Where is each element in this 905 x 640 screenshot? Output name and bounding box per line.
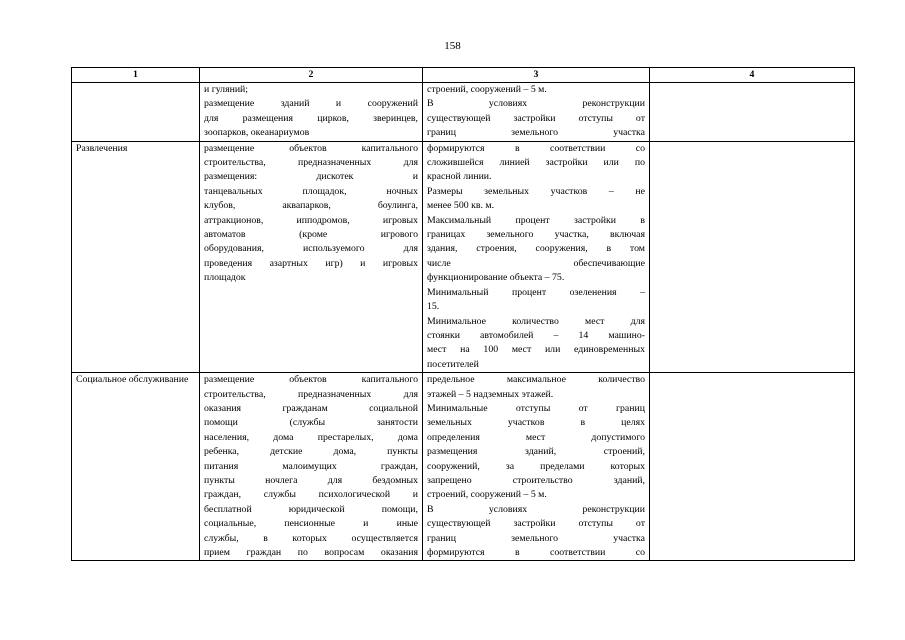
parameter-line: В условиях реконструкции bbox=[427, 503, 645, 515]
description-line: размещения: дискотек и bbox=[204, 171, 418, 183]
description-line: размещение объектов капитального bbox=[204, 142, 418, 154]
use-type-name: Развлечения bbox=[72, 141, 200, 373]
page-number: 158 bbox=[444, 40, 461, 52]
regulations-table bbox=[71, 67, 855, 561]
description-line: зоопарков, океанариумов bbox=[204, 127, 310, 139]
parameter-line: существующей застройки отступы от bbox=[427, 112, 645, 124]
parameter-line: В условиях реконструкции bbox=[427, 98, 645, 110]
parameter-line: формируются в соответствии со bbox=[427, 547, 645, 558]
parameter-line: Минимальное количество мест для bbox=[427, 315, 645, 327]
parameter-line: существующей застройки отступы от bbox=[427, 518, 645, 530]
column-header-3: 3 bbox=[423, 68, 650, 83]
table-row bbox=[72, 141, 855, 373]
table-row bbox=[72, 373, 855, 561]
parameter-line: запрещено строительство зданий, bbox=[427, 474, 645, 486]
description-line: оборудования, используемого для bbox=[204, 243, 418, 255]
description-line: пункты ночлега для бездомных bbox=[204, 474, 418, 486]
description-line: питания малоимущих граждан, bbox=[204, 460, 418, 472]
description-line: проведения азартных игр) и игровых bbox=[204, 257, 418, 269]
use-description bbox=[200, 141, 423, 373]
description-line: автоматов (кроме игрового bbox=[204, 229, 418, 241]
description-line: прием граждан по вопросам оказания bbox=[204, 547, 418, 558]
description-line: бесплатной юридической помощи, bbox=[204, 503, 418, 515]
notes-cell bbox=[650, 373, 855, 561]
parameter-line: определения мест допустимого bbox=[427, 431, 645, 443]
parameter-line: границ земельного участка bbox=[427, 127, 645, 139]
parameter-line: Минимальный процент озеленения – bbox=[427, 286, 645, 298]
description-line: граждан, службы психологической и bbox=[204, 489, 418, 501]
parameter-line: менее 500 кв. м. bbox=[427, 200, 495, 212]
parameter-line: сооружений, за пределами которых bbox=[427, 460, 645, 472]
parameter-line: функционирование объекта – 75. bbox=[427, 272, 565, 284]
description-line: ребенка, детские дома, пункты bbox=[204, 446, 418, 458]
parameter-line: формируются в соответствии со bbox=[427, 142, 645, 154]
description-line: оказания гражданам социальной bbox=[204, 402, 418, 414]
use-type-name: Социальное обслуживание bbox=[72, 373, 200, 561]
use-description bbox=[200, 83, 423, 142]
notes-cell bbox=[650, 83, 855, 142]
parameter-line: предельное максимальное количество bbox=[427, 374, 645, 386]
description-line: социальные, пенсионные и иные bbox=[204, 518, 418, 530]
description-line: службы, в которых осуществляется bbox=[204, 532, 418, 544]
use-parameters bbox=[423, 141, 650, 373]
parameter-line: Размеры земельных участков – не bbox=[427, 185, 645, 197]
table-row bbox=[72, 83, 855, 142]
table-header-row bbox=[72, 68, 855, 83]
parameter-line: 15. bbox=[427, 301, 440, 313]
description-line: и гуляний; bbox=[204, 84, 249, 95]
description-line: клубов, аквапарков, боулинга, bbox=[204, 200, 418, 212]
parameter-line: размещения зданий, строений, bbox=[427, 446, 645, 458]
parameter-line: сложившейся линией застройки или по bbox=[427, 157, 645, 169]
column-header-2: 2 bbox=[200, 68, 423, 83]
use-parameters bbox=[423, 373, 650, 561]
description-line: помощи (службы занятости bbox=[204, 417, 418, 429]
parameter-line: Максимальный процент застройки в bbox=[427, 214, 645, 226]
description-line: строительства, предназначенных для bbox=[204, 388, 418, 400]
column-header-1: 1 bbox=[72, 68, 200, 83]
parameter-line: мест на 100 мест или единовременных bbox=[427, 344, 645, 356]
description-line: площадок bbox=[204, 272, 246, 284]
use-parameters bbox=[423, 83, 650, 142]
parameter-line: строений, сооружений – 5 м. bbox=[427, 84, 547, 95]
parameter-line: здания, строения, сооружения, в том bbox=[427, 243, 645, 255]
description-line: танцевальных площадок, ночных bbox=[204, 185, 418, 197]
parameter-line: этажей – 5 надземных этажей. bbox=[427, 388, 554, 400]
parameter-line: границах земельного участка, включая bbox=[427, 229, 645, 241]
column-header-4: 4 bbox=[650, 68, 855, 83]
description-line: размещение объектов капитального bbox=[204, 374, 418, 386]
description-line: строительства, предназначенных для bbox=[204, 157, 418, 169]
parameter-line: границ земельного участка bbox=[427, 532, 645, 544]
parameter-line: посетителей bbox=[427, 358, 479, 370]
parameter-line: Минимальные отступы от границ bbox=[427, 402, 645, 414]
parameter-line: стоянки автомобилей – 14 машино- bbox=[427, 329, 645, 341]
parameter-line: красной линии. bbox=[427, 171, 492, 183]
parameter-line: строений, сооружений – 5 м. bbox=[427, 489, 547, 501]
parameter-line: земельных участков в целях bbox=[427, 417, 645, 429]
description-line: размещение зданий и сооружений bbox=[204, 98, 418, 110]
notes-cell bbox=[650, 141, 855, 373]
use-description bbox=[200, 373, 423, 561]
parameter-line: числе обеспечивающие bbox=[427, 257, 645, 269]
use-type-name bbox=[72, 83, 200, 142]
description-line: для размещения цирков, зверинцев, bbox=[204, 112, 418, 124]
description-line: аттракционов, ипподромов, игровых bbox=[204, 214, 418, 226]
description-line: населения, дома престарелых, дома bbox=[204, 431, 418, 443]
